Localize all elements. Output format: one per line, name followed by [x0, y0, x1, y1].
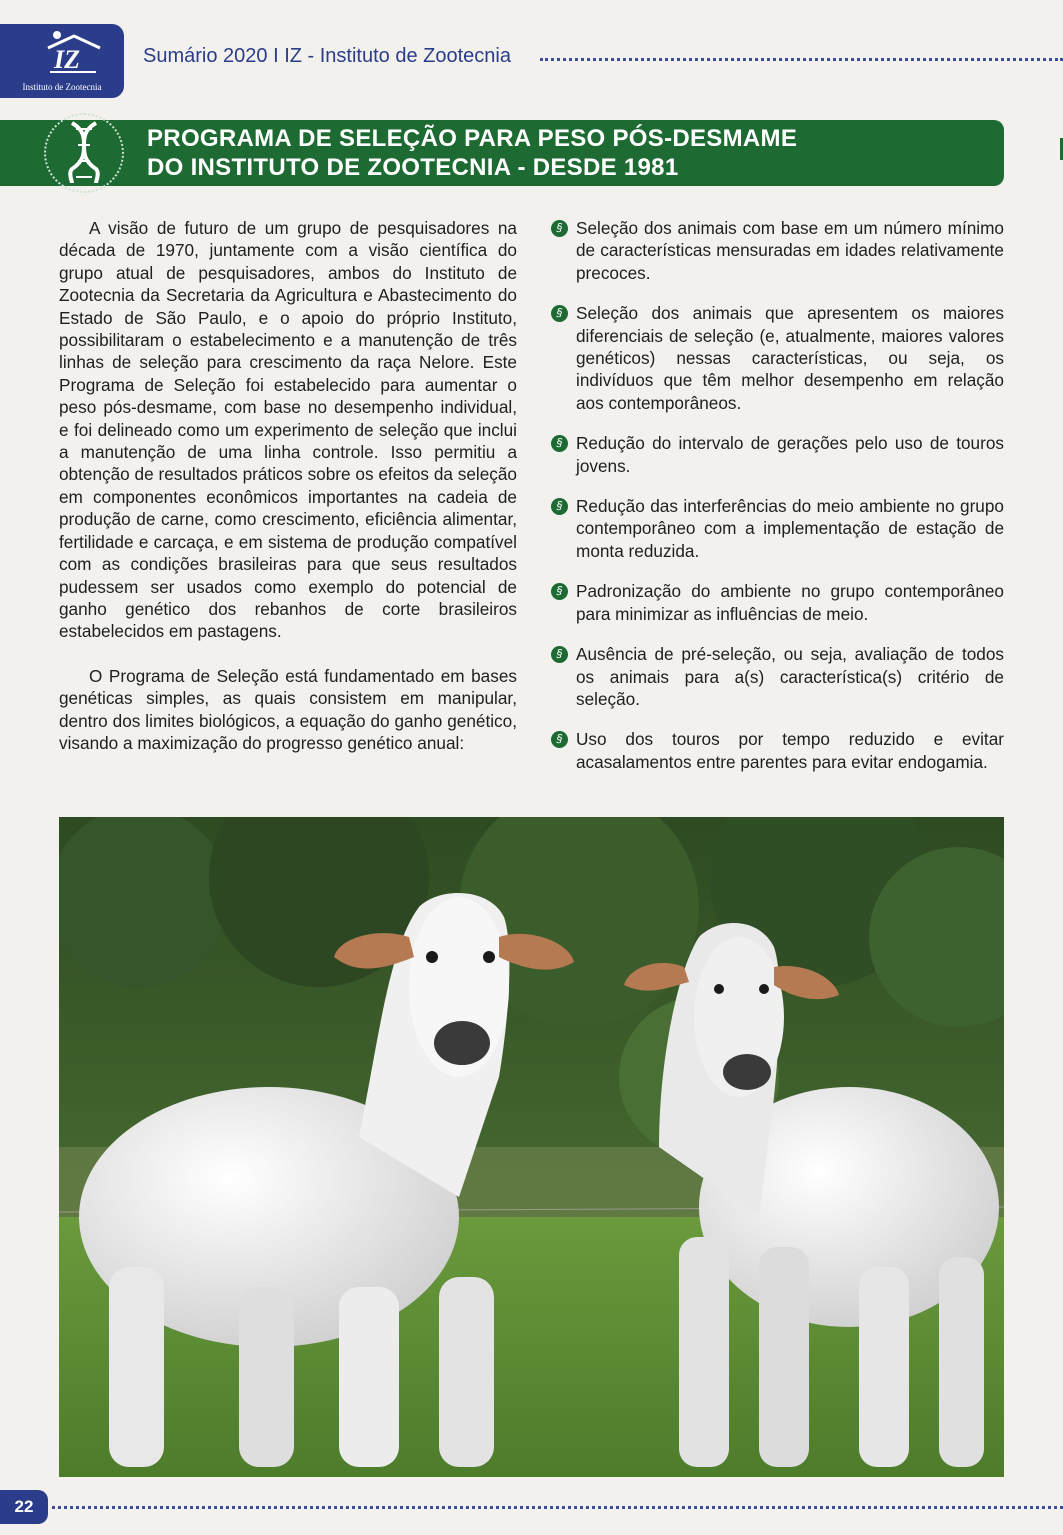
footer-dotted-line	[52, 1506, 1063, 1509]
iz-logo-icon	[44, 28, 104, 74]
dna-icon	[44, 113, 124, 193]
list-item-text: Seleção dos animais que apresentem os maiores diferenciais de seleção (e, atualmente, maiores valores genéticos) nessas características, ou seja, os indivíduos que têm melhor desempenho em relação aos contemporâneos.	[576, 303, 1004, 413]
dna-bullet-icon: §	[551, 646, 568, 663]
dna-bullet-icon: §	[551, 498, 568, 515]
section-title-line-2: DO INSTITUTO DE ZOOTECNIA - DESDE 1981	[147, 154, 679, 181]
list-item-text: Uso dos touros por tempo reduzido e evitar acasalamentos entre parentes para evitar endogamia.	[576, 729, 1004, 772]
page-header-title: Sumário 2020 I IZ - Instituto de Zootecnia	[143, 45, 511, 67]
list-item	[551, 643, 1004, 710]
list-item	[551, 495, 1004, 562]
logo-letters: IZ	[54, 45, 80, 74]
list-item	[551, 302, 1004, 414]
list-item	[551, 432, 1004, 477]
left-column-text	[59, 217, 517, 776]
dna-bullet-icon: §	[551, 583, 568, 600]
section-title-line-1: PROGRAMA DE SELEÇÃO PARA PESO PÓS-DESMAME	[147, 125, 798, 152]
paragraph: A visão de futuro de um grupo de pesquisadores na década de 1970, juntamente com a visão científica do grupo atual de pesquisadores, ambos do Instituto de Zootecnia da Secretaria da Agricultura e Abastecimento do Estado de São Paulo, e o apoio do próprio Instituto, possibilitaram o estabelecimento e a manutenção de três linhas de seleção para crescimento da raça Nelore. Este Programa de Seleção foi estabelecido para aumentar o peso pós-desmame, com base no desempenho individual, e foi delineado como um experimento de seleção que inclui a manutenção de uma linha controle. Isso permitiu a obtenção de resultados práticos sobre os efeitos da seleção em componentes econômicos importantes na cadeia de produção de carne, como crescimento, eficiência alimentar, fertilidade e carcaça, e em sistema de produção compatível com as condições brasileiras para que seus resultados pudessem ser usados como exemplo do potencial de ganho genético dos rebanhos de corte brasileiros estabelecidos em pastagens.	[59, 218, 517, 642]
list-item	[551, 580, 1004, 625]
cattle-photo	[59, 817, 1004, 1477]
paragraph: O Programa de Seleção está fundamentado em bases genéticas simples, as quais consistem em manipular, dentro dos limites biológicos, a equação do ganho genético, visando a maximização do progresso genético anual:	[59, 665, 517, 753]
institute-logo	[0, 24, 124, 98]
dna-bullet-icon: §	[551, 435, 568, 452]
list-item	[551, 217, 1004, 284]
nelore-bulls-illustration	[59, 817, 1004, 1477]
list-item-text: Padronização do ambiente no grupo contemporâneo para minimizar as influências de meio.	[576, 581, 1004, 624]
page-number: 22	[0, 1490, 48, 1524]
list-item-text: Redução do intervalo de gerações pelo uso de touros jovens.	[576, 433, 1004, 476]
dna-bullet-icon: §	[551, 220, 568, 237]
header-dotted-line	[540, 58, 1063, 61]
dna-bullet-icon: §	[551, 731, 568, 748]
list-item	[551, 728, 1004, 773]
right-column-list	[551, 217, 1004, 791]
list-item-text: Ausência de pré-seleção, ou seja, avaliação de todos os animais para a(s) característica(s) critério de seleção.	[576, 644, 1004, 709]
list-item-text: Seleção dos animais com base em um número mínimo de características mensuradas em idades relativamente precoces.	[576, 218, 1004, 283]
dna-bullet-icon: §	[551, 305, 568, 322]
logo-caption: Instituto de Zootecnia	[22, 82, 102, 92]
section-title	[147, 124, 987, 182]
list-item-text: Redução das interferências do meio ambiente no grupo contemporâneo com a implementação de estação de monta reduzida.	[576, 496, 1004, 561]
